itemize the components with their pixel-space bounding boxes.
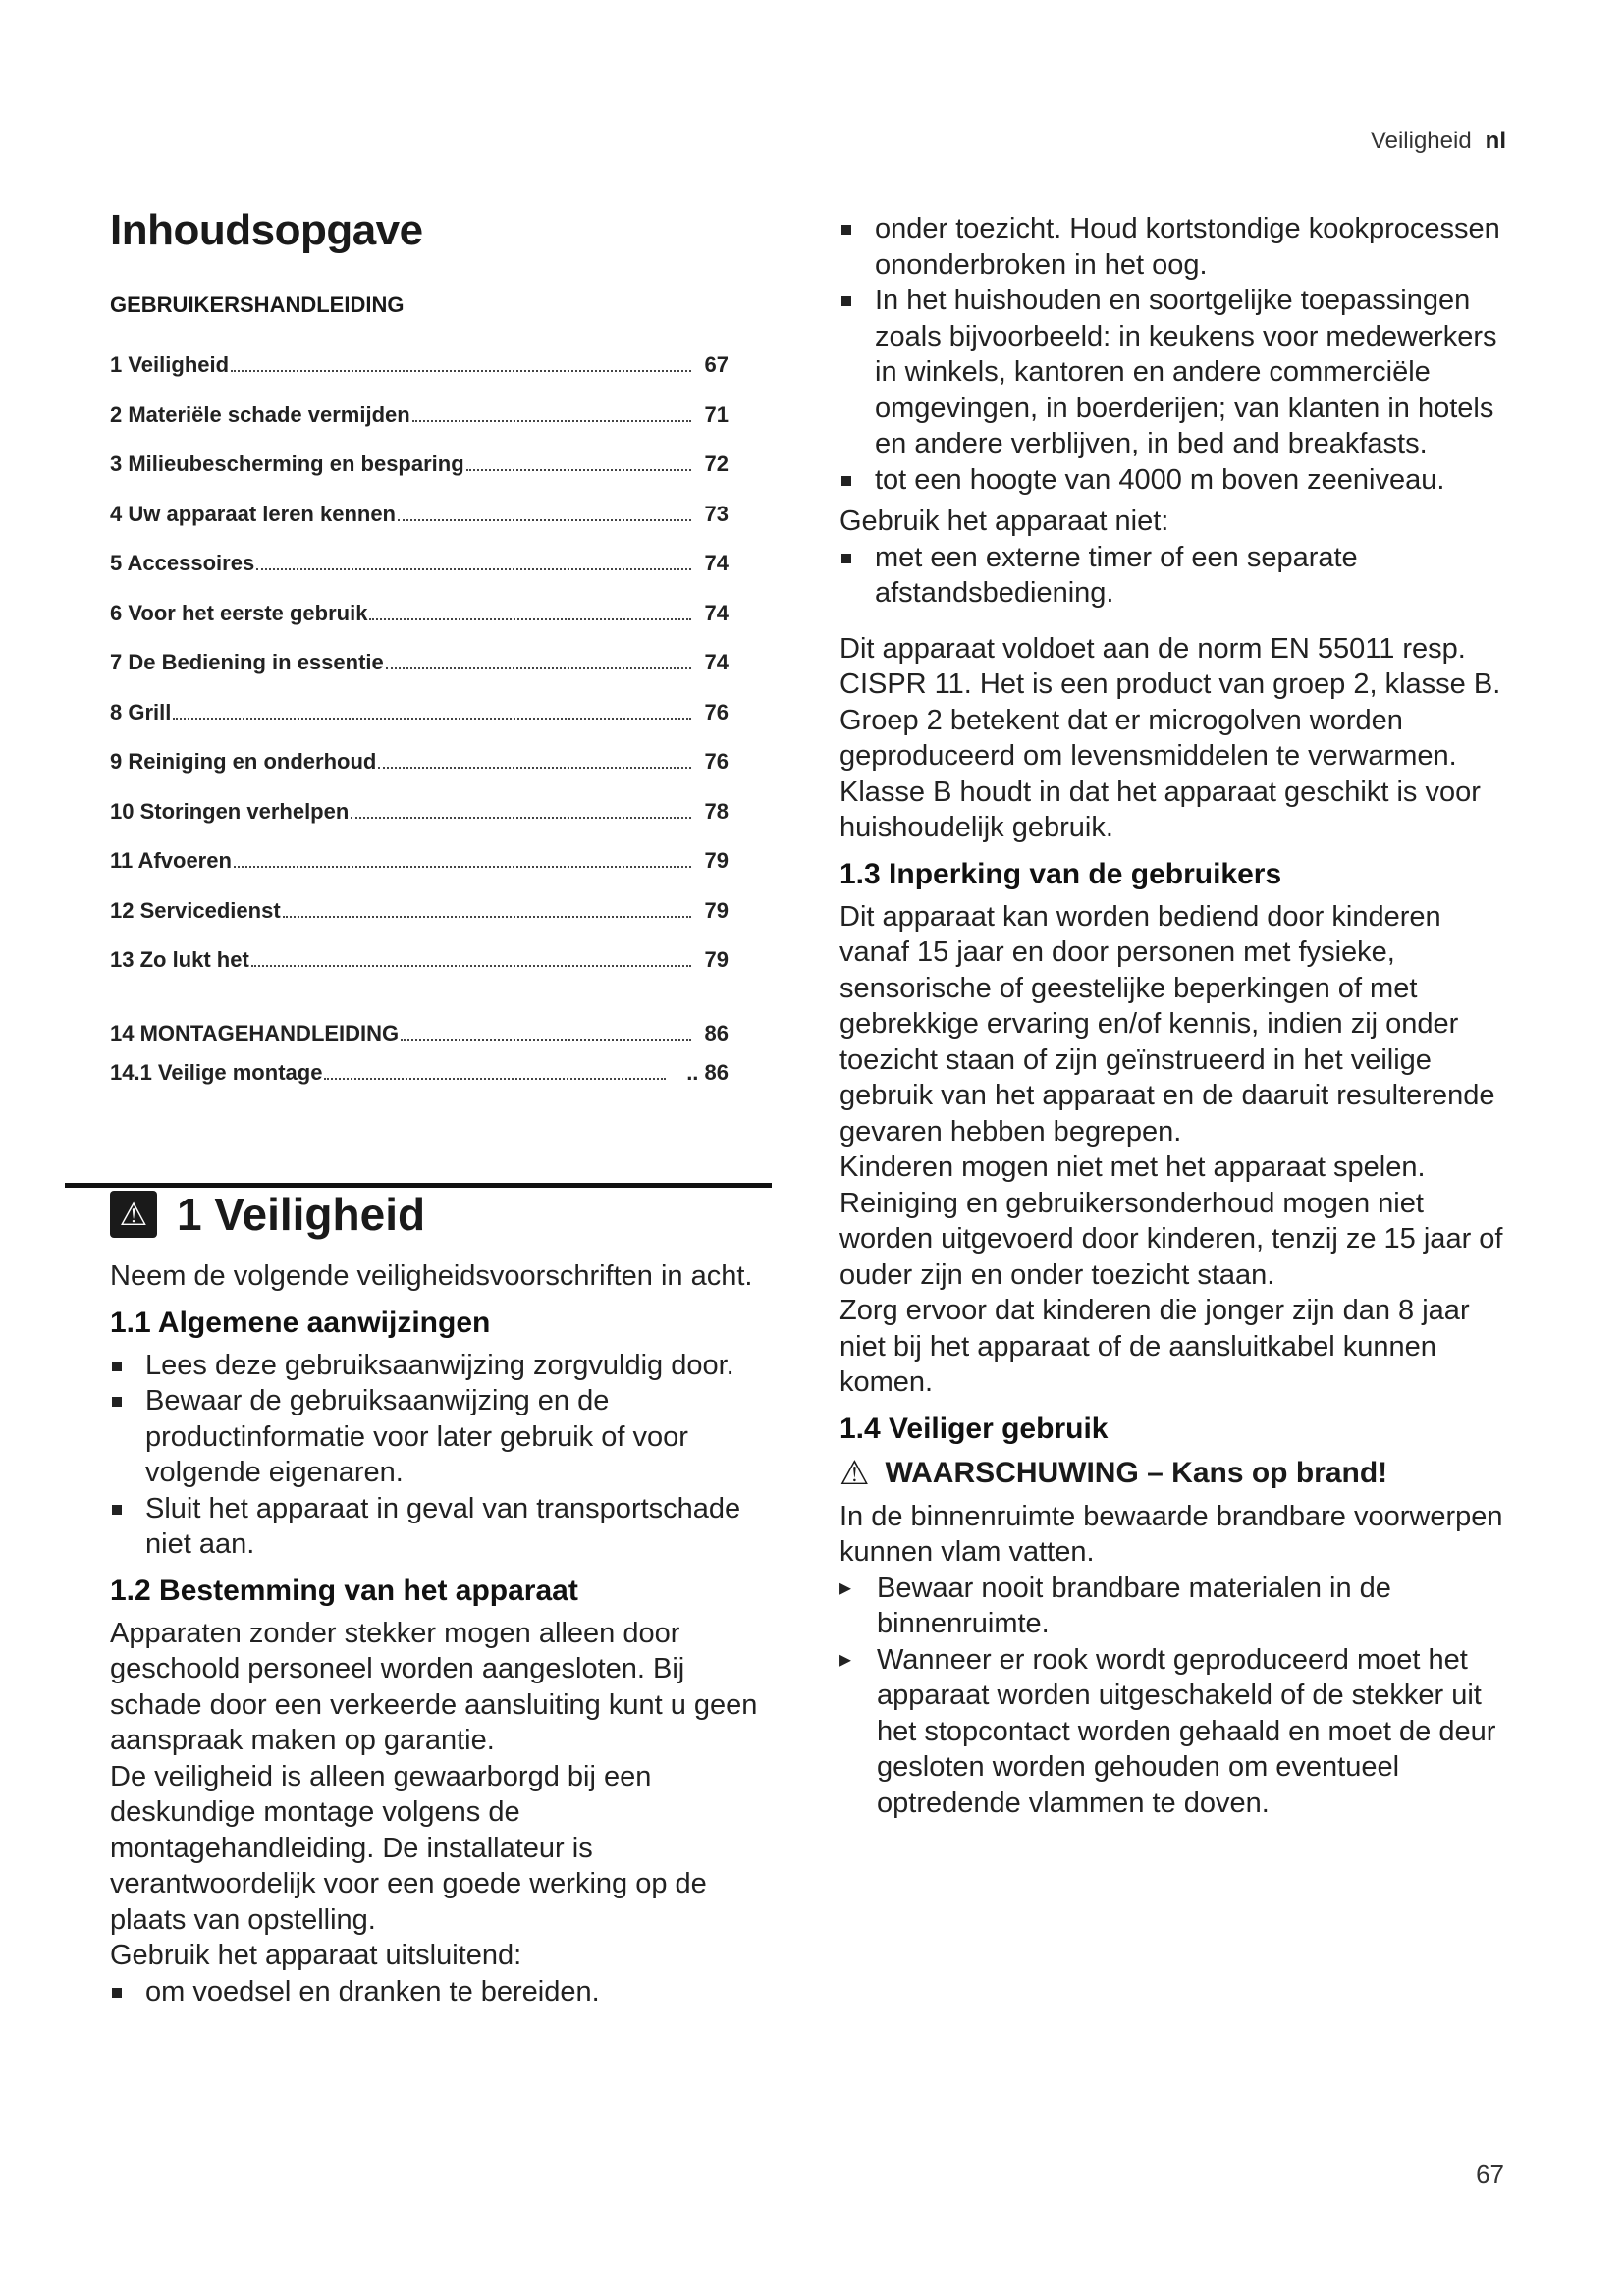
section-heading-1-2: 1.2 Bestemming van het apparaat xyxy=(110,1574,578,1607)
toc-entry-label: 1 Veiligheid xyxy=(110,352,230,377)
toc-entry[interactable] xyxy=(110,1055,729,1095)
toc-entry-page: 76 xyxy=(704,749,729,774)
toc-list-installation xyxy=(110,1016,773,1095)
section-heading-1-4: 1.4 Veiliger gebruik xyxy=(839,1412,1109,1445)
warning-line xyxy=(839,1454,1517,1493)
toc-entry-label: 7 De Bediening in essentie xyxy=(110,650,384,674)
general-notes-list xyxy=(110,1348,773,1563)
paragraph: Kinderen mogen niet met het apparaat spelen. xyxy=(839,1151,1426,1183)
toc-entry[interactable] xyxy=(110,744,729,794)
paragraph: Gebruik het apparaat uitsluitend: xyxy=(110,1940,522,1971)
toc-entry[interactable] xyxy=(110,347,729,398)
fire-steps-list xyxy=(839,1571,1517,1822)
toc-entry[interactable] xyxy=(110,645,729,695)
toc-leader xyxy=(256,568,691,570)
toc-leader xyxy=(401,1039,691,1041)
step-item: ▸ Wanneer er rook wordt geproduceerd moet het apparaat worden uitgeschakeld of de stekker uit het stopcontact worden gehaald en moet de deur gesloten worden gehouden om eventueel optredende vlammen te doven. xyxy=(839,1642,1517,1822)
toc-entry-page: 78 xyxy=(704,798,729,824)
toc-leader xyxy=(173,718,691,720)
toc-title: Inhoudsopgave xyxy=(110,206,423,254)
toc-leader xyxy=(234,866,691,868)
toc-leader xyxy=(369,618,691,620)
toc-entry-label: 14.1 Veilige montage xyxy=(110,1059,323,1085)
toc-leader xyxy=(283,916,691,918)
running-header xyxy=(1371,128,1506,155)
list-item: In het huishouden en soortgelijke toepassingen zoals bijvoorbeeld: in keukens voor medewerkers in winkels, kantoren en andere commerciële omgevingen, in boerderijen; van klanten in hotels en andere verblijven, in bed and breakfasts. xyxy=(839,283,1517,462)
chapter-title: 1 Veiligheid xyxy=(177,1189,426,1240)
table-of-contents xyxy=(110,196,773,1095)
toc-entry-label: 10 Storingen verhelpen xyxy=(110,798,350,824)
toc-entry-page: .. 86 xyxy=(686,1059,729,1085)
toc-leader xyxy=(386,667,691,669)
page-number: 67 xyxy=(1476,2160,1504,2189)
toc-entry-page: 74 xyxy=(704,600,729,625)
list-item: met een externe timer of een separate afstandsbediening. xyxy=(839,540,1517,612)
chapter-heading xyxy=(110,1188,425,1241)
paragraph: Reiniging en gebruikersonderhoud mogen niet worden uitgevoerd door kinderen, tenzij ze 15 jaar of ouder zijn en onder toezicht staan. xyxy=(839,1187,1503,1291)
list-item: om voedsel en dranken te bereiden. xyxy=(110,1974,773,2010)
toc-entry-label: 12 Servicedienst xyxy=(110,897,281,923)
toc-entry-label: 9 Reiniging en onderhoud xyxy=(110,749,377,774)
toc-leader xyxy=(251,965,691,967)
toc-leader xyxy=(324,1078,666,1080)
paragraph: Gebruik het apparaat niet: xyxy=(839,506,1169,537)
intended-use-list-cont xyxy=(839,211,1517,498)
toc-section-heading: GEBRUIKERSHANDLEIDING xyxy=(110,293,405,317)
paragraph: Dit apparaat voldoet aan de norm EN 55011 resp. CISPR 11. Het is een product van groep 2, klasse B. Groep 2 betekent dat er microgolven worden geproduceerd om levensmiddelen te verwarmen. Klasse B houdt in dat het apparaat geschikt is voor huishoudelijk gebruik. xyxy=(839,632,1501,843)
toc-entry[interactable] xyxy=(110,695,729,745)
toc-entry-label: 8 Grill xyxy=(110,699,172,724)
step-item: ▸ Bewaar nooit brandbare materialen in de binnenruimte. xyxy=(839,1571,1517,1642)
section-heading-1-3: 1.3 Inperking van de gebruikers xyxy=(839,857,1282,890)
paragraph: Dit apparaat kan worden bediend door kinderen vanaf 15 jaar en door personen met fysieke, sensorische of geestelijke beperkingen of met gebrekkige ervaring en/of kennis, indien zij onder toezicht staan of zijn geïnstrueerd in het veilige gebruik van het apparaat en de daaruit resulterende gevaren hebben begrepen. xyxy=(839,900,1495,1148)
toc-entry-label: 2 Materiële schade vermijden xyxy=(110,401,410,427)
toc-entry[interactable] xyxy=(110,398,729,448)
warning-triangle-icon: ⚠ xyxy=(110,1191,157,1238)
paragraph: Apparaten zonder stekker mogen alleen door geschoold personeel worden aangesloten. Bij schade door een verkeerde aansluiting kunt u geen aanspraak maken op garantie. xyxy=(110,1617,758,1756)
toc-entry-page: 79 xyxy=(704,947,729,972)
toc-entry-label: 3 Milieubescherming en besparing xyxy=(110,452,464,476)
list-item: Bewaar de gebruiksaanwijzing en de productinformatie voor later gebruik of voor volgende eigenaren. xyxy=(110,1383,773,1491)
toc-leader xyxy=(398,519,691,521)
chapter-body-right xyxy=(839,211,1517,1821)
paragraph: De veiligheid is alleen gewaarborgd bij een deskundige montage volgens de montagehandleiding. De installateur is verantwoordelijk voor een goede werking op de plaats van opstelling. xyxy=(110,1760,707,1936)
chapter-body-left xyxy=(110,1258,773,2015)
list-item: Sluit het apparaat in geval van transportschade niet aan. xyxy=(110,1491,773,1563)
toc-entry-page: 67 xyxy=(704,352,729,377)
chapter-intro: Neem de volgende veiligheidsvoorschriften in acht. xyxy=(110,1260,753,1292)
header-language: nl xyxy=(1485,128,1506,154)
warning-triangle-icon: ⚠ xyxy=(839,1454,870,1492)
toc-entry[interactable] xyxy=(110,1016,729,1055)
intended-use-list xyxy=(110,1974,773,2010)
toc-entry[interactable] xyxy=(110,546,729,596)
toc-entry-label: 11 Afvoeren xyxy=(110,848,232,873)
toc-entry[interactable] xyxy=(110,497,729,547)
section-heading-1-1: 1.1 Algemene aanwijzingen xyxy=(110,1306,491,1339)
toc-entry-label: 4 Uw apparaat leren kennen xyxy=(110,501,396,526)
toc-leader xyxy=(378,767,691,769)
toc-entry-page: 72 xyxy=(704,452,729,476)
list-item: onder toezicht. Houd kortstondige kookprocessen ononderbroken in het oog. xyxy=(839,211,1517,283)
toc-entry[interactable] xyxy=(110,794,729,844)
toc-entry[interactable] xyxy=(110,447,729,497)
toc-entry-page: 79 xyxy=(704,897,729,923)
toc-entry-page: 86 xyxy=(704,1020,729,1045)
toc-list xyxy=(110,347,773,992)
toc-entry-label: 14 MONTAGEHANDLEIDING xyxy=(110,1020,400,1045)
toc-leader xyxy=(466,469,691,471)
toc-entry-page: 76 xyxy=(704,699,729,724)
toc-entry-page: 79 xyxy=(704,848,729,873)
toc-entry-page: 74 xyxy=(704,551,729,575)
toc-entry-label: 5 Accessoires xyxy=(110,551,255,575)
prohibited-use-list xyxy=(839,540,1517,612)
toc-leader xyxy=(231,370,691,372)
paragraph: In de binnenruimte bewaarde brandbare voorwerpen kunnen vlam vatten. xyxy=(839,1500,1503,1568)
warning-text: WAARSCHUWING – Kans op brand! xyxy=(885,1456,1388,1489)
toc-entry-page: 73 xyxy=(704,501,729,526)
paragraph: Zorg ervoor dat kinderen die jonger zijn dan 8 jaar niet bij het apparaat of de aansluitkabel kunnen komen. xyxy=(839,1295,1470,1398)
header-section: Veiligheid xyxy=(1370,128,1472,154)
toc-leader xyxy=(351,817,691,819)
toc-entry-label: 13 Zo lukt het xyxy=(110,947,249,972)
toc-entry[interactable] xyxy=(110,843,729,893)
toc-entry[interactable] xyxy=(110,893,729,943)
list-item: tot een hoogte van 4000 m boven zeeniveau. xyxy=(839,462,1517,499)
toc-entry-page: 74 xyxy=(704,650,729,674)
toc-entry-label: 6 Voor het eerste gebruik xyxy=(110,600,368,625)
toc-leader xyxy=(412,420,691,422)
toc-entry[interactable] xyxy=(110,942,729,992)
list-item: Lees deze gebruiksaanwijzing zorgvuldig door. xyxy=(110,1348,773,1384)
toc-entry-page: 71 xyxy=(704,401,729,427)
toc-entry[interactable] xyxy=(110,596,729,646)
